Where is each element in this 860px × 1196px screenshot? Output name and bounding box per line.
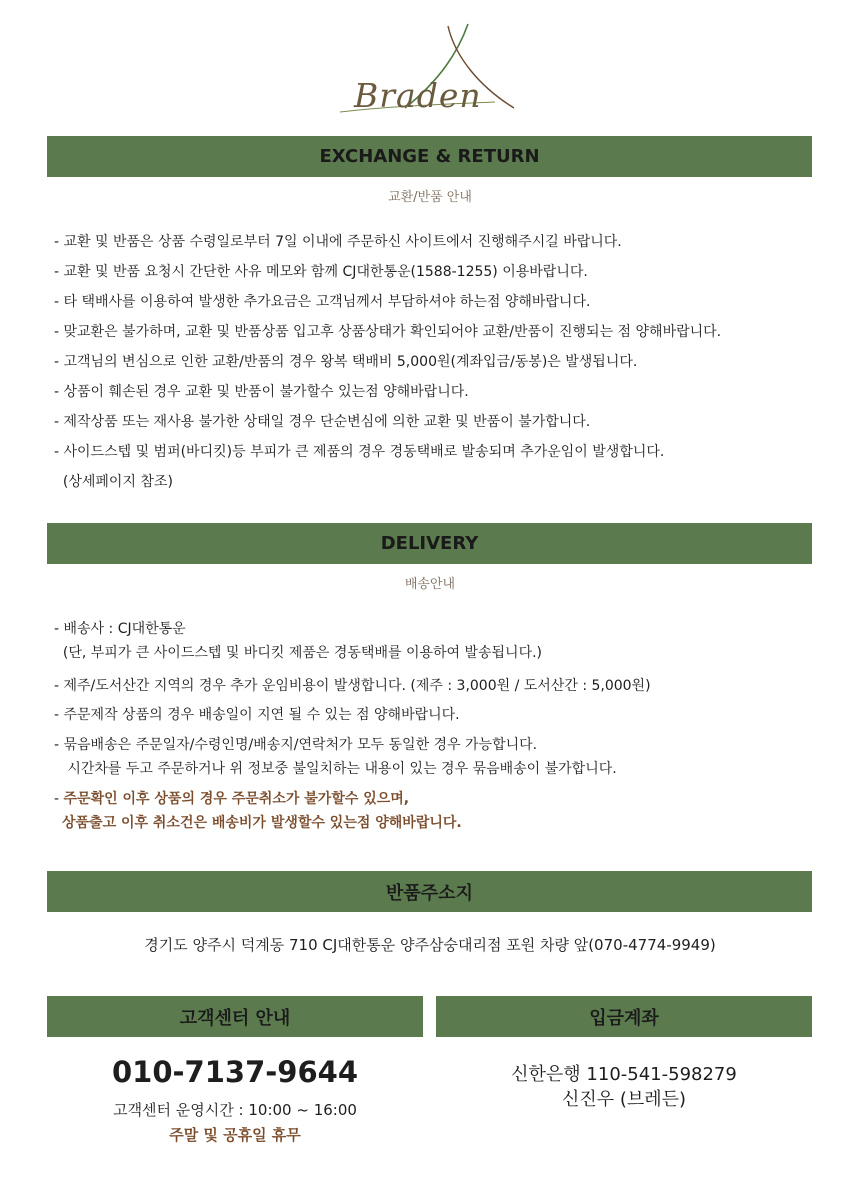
exchange-item: - 고객님의 변심으로 인한 교환/반품의 경우 왕복 택배비 5,000원(계좌입금/동봉)은 발생됩니다.	[54, 354, 638, 370]
delivery-item: 시간차를 두고 주문하거나 위 정보중 불일치하는 내용이 있는 경우 묶음배송이 불가합니다.	[54, 761, 617, 777]
bank-account-number: 신한은행 110-541-598279	[511, 1064, 737, 1085]
exchange-item: - 타 택배사를 이용하여 발생한 추가요금은 고객님께서 부담하셔야 하는점 양해바랍니다.	[54, 294, 591, 310]
notice-bullet: -	[54, 791, 64, 807]
exchange-item: - 제작상품 또는 재사용 불가한 상태일 경우 단순변심에 의한 교환 및 반품이 불가합니다.	[54, 414, 591, 430]
delivery-title: DELIVERY	[380, 533, 479, 554]
exchange-item: - 교환 및 반품은 상품 수령일로부터 7일 이내에 주문하신 사이트에서 진행해주시길 바랍니다.	[54, 234, 622, 250]
customer-center-hours: 고객센터 운영시간 : 10:00 ~ 16:00	[113, 1101, 357, 1119]
bank-account-title: 입금계좌	[589, 1007, 659, 1029]
exchange-header-bar	[47, 136, 812, 177]
brand-logo	[330, 22, 520, 120]
bank-account-header-bar	[436, 996, 812, 1037]
brand-logo-text: Braden	[354, 76, 482, 115]
exchange-item: - 맞교환은 불가하며, 교환 및 반품상품 입고후 상품상태가 확인되어야 교환/반품이 진행되는 점 양해바랍니다.	[54, 324, 722, 340]
customer-center-header-bar	[47, 996, 423, 1037]
bank-account-holder: 신진우 (브레든)	[561, 1089, 687, 1110]
delivery-item: - 제주/도서산간 지역의 경우 추가 운임비용이 발생합니다. (제주 : 3,000원 / 도서산간 : 5,000원)	[54, 678, 651, 694]
delivery-notice-line	[54, 788, 409, 808]
delivery-item: (단, 부피가 큰 사이드스텝 및 바디킷 제품은 경동택배를 이용하여 발송됩니다.)	[54, 645, 543, 661]
notice-text-1: 주문확인 이후 상품의 경우 주문취소가 불가할수 있으며,	[63, 791, 410, 807]
exchange-title: EXCHANGE & RETURN	[319, 146, 540, 167]
return-address-header-bar	[47, 871, 812, 912]
customer-center-closed: 주말 및 공휴일 휴무	[169, 1126, 301, 1144]
exchange-item: - 사이드스텝 및 범퍼(바디킷)등 부피가 큰 제품의 경우 경동택배로 발송되며 추가운임이 발생합니다.	[54, 444, 665, 460]
delivery-item: - 배송사 : CJ대한통운	[54, 621, 186, 637]
exchange-item: - 상품이 훼손된 경우 교환 및 반품이 불가할수 있는점 양해바랍니다.	[54, 384, 469, 400]
exchange-item: - 교환 및 반품 요청시 간단한 사유 메모와 함께 CJ대한통운(1588-1255) 이용바랍니다.	[54, 264, 588, 280]
customer-center-title: 고객센터 안내	[179, 1007, 291, 1029]
exchange-subtitle: 교환/반품 안내	[388, 190, 472, 205]
delivery-item: - 주문제작 상품의 경우 배송일이 지연 될 수 있는 점 양해바랍니다.	[54, 707, 460, 723]
return-address-title: 반품주소지	[386, 882, 473, 904]
delivery-item: - 묶음배송은 주문일자/수령인명/배송지/연락처가 모두 동일한 경우 가능합니다.	[54, 737, 538, 753]
exchange-item: (상세페이지 참조)	[54, 474, 173, 490]
return-address-text: 경기도 양주시 덕계동 710 CJ대한통운 양주삼숭대리점 포원 차량 앞(070-4774-9949)	[144, 936, 716, 954]
delivery-subtitle: 배송안내	[404, 577, 456, 592]
delivery-notice-line: 상품출고 이후 취소건은 배송비가 발생할수 있는점 양해바랍니다.	[62, 815, 462, 831]
customer-center-phone: 010-7137-9644	[111, 1055, 359, 1089]
delivery-header-bar	[47, 523, 812, 564]
